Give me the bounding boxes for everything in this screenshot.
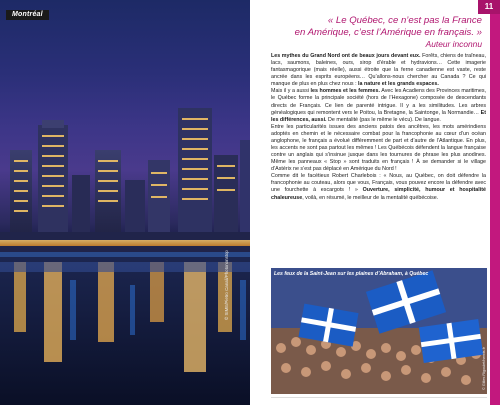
paragraph-2-end: De mentalité (pas le même le vécu). De langue. — [326, 116, 441, 123]
paragraph-2 — [271, 88, 486, 123]
page-edge-band — [490, 0, 500, 405]
paragraph-1 — [271, 53, 486, 88]
paragraph-1-lead: Les mythes du Grand Nord ont de beaux jours devant eux. — [271, 53, 421, 59]
paragraph-4-emph: Ouverture, simplicité, humour et hospitalité chaleureuse — [271, 187, 486, 201]
page-number: 11 — [478, 0, 500, 14]
quote-author: Auteur inconnu — [425, 39, 482, 49]
paragraph-2-start: Mais il y a aussi — [271, 88, 311, 95]
paragraph-2-middle: Avec les Acadiens des Provinces maritimes, le Québec forme la principale société (hors de l’Hexagone) composée de descendants directs de Français. Ce lien de parenté intrigue. Il y a les similitudes. Les arbres généalogiques qui remontent vers le Poitou, la Bretagne, la Saintonge, la Normandie… — [271, 88, 486, 116]
paragraph-4-end: , voilà, en résumé, le meilleur de la mentalité québécoise. — [302, 194, 439, 201]
body-text — [271, 53, 486, 202]
paragraph-1-emph: la nature et les grands espaces. — [358, 81, 439, 88]
quote-line-1: « Le Québec, ce n’est pas la France — [327, 15, 482, 26]
paragraph-2-emph-1: les hommes et les femmes. — [310, 88, 380, 95]
paragraph-4-text: Comme dit le facétieux Robert Charlebois : « Nous, au Québec, on doit défendre la francophonie au couteau, alors que vous, Français, vous pouvez encore la défendre avec une fourchette à escargots ! » — [271, 173, 486, 194]
photo-credit-right: © Gilles Rigoulet/hemis.fr — [482, 347, 486, 390]
photo-credit: © SIME/Pietro Canali/Photononstop — [224, 250, 229, 320]
saint-jean-photo — [271, 268, 487, 394]
quote-line-2: en Amérique, c’est l’Amérique en français. » — [294, 26, 482, 38]
paragraph-3: Entre les particularités issues des anciens patois des ancêtres, les mots amérindiens adoptés en chemin et le nécessaire combat pour la francophonie au cœur d’un océan anglophone, le français a évolué différemment de part et d’autre de l’Atlantique. En plus, les accents ne sont pas partout les mêmes ! Les Québécois défendent la langue française contre un anglais qui s’insinue jusque dans les tournures de phrase les plus anodines. Même les panneaux « Stop » sont traduits en français ! À se demander si le village d’Astérix ne s’est pas déplacé en Amérique du Nord ! — [271, 123, 486, 173]
paragraph-1-text: Forêts, chiens de traîneau, lacs, saumons, baleines, ours, sirop d’érable et hydravions… Cette imagerie fantasmagorique (mais réelle), aussi étroite que la ferne canadienne est vaste, reste ancrée dans les esprits européens… Qu’allons-nous chercher au Canada ? Ce qui manque de plus en plus chez nous : — [271, 53, 486, 88]
epigraph-quote — [274, 15, 482, 38]
city-label: Montréal — [6, 10, 49, 20]
right-text-page — [254, 0, 500, 405]
bottom-rule — [271, 397, 487, 398]
paragraph-2-emph-2: Et les différences, aussi. — [271, 109, 486, 123]
crowd-flags-image — [271, 268, 487, 394]
paragraph-4 — [271, 173, 486, 201]
photo-caption: Les feux de la Saint-Jean sur les plaines d’Abraham, à Québec — [274, 271, 429, 277]
